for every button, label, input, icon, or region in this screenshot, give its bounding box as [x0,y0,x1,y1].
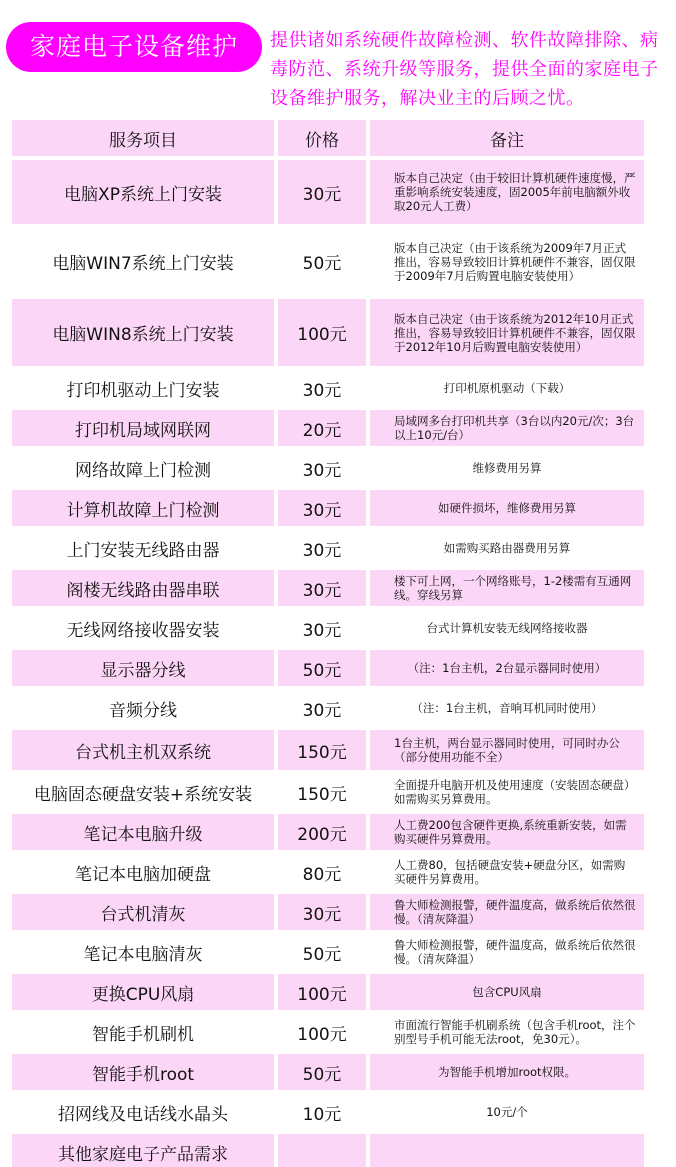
service-note: 楼下可上网，一个网络账号，1-2楼需有互通网线。穿线另算 [370,570,644,606]
table-row [12,974,644,1010]
service-item: 招网线及电话线水晶头 [12,1094,274,1130]
service-item: 计算机故障上门检测 [12,490,274,526]
service-note [370,1134,644,1167]
service-item: 笔记本电脑升级 [12,814,274,850]
table-row [12,610,644,646]
service-item: 台式机主机双系统 [12,730,274,770]
header-price: 价格 [278,120,366,156]
service-item: 无线网络接收器安装 [12,610,274,646]
service-item: 打印机驱动上门安装 [12,370,274,406]
service-price: 150元 [278,730,366,770]
service-item: 打印机局域网联网 [12,410,274,446]
service-price: 150元 [278,774,366,810]
service-note: 版本自己决定（由于该系统为2012年10月正式推出，容易导致较旧计算机硬件不兼容，固仅限于2012年10月后购置电脑安装使用） [370,299,644,366]
table-row [12,774,644,810]
service-note: 人工费80，包括硬盘安装+硬盘分区，如需购买硬件另算费用。 [370,854,644,890]
table-row [12,228,644,295]
service-price: 50元 [278,1054,366,1090]
service-price: 200元 [278,814,366,850]
service-item: 笔记本电脑加硬盘 [12,854,274,890]
service-note: 1台主机，两台显示器同时使用，可同时办公（部分使用功能不全） [370,730,644,770]
table-row [12,814,644,850]
service-item: 其他家庭电子产品需求 [12,1134,274,1167]
service-note: 为智能手机增加root权限。 [370,1054,644,1090]
service-note: 包含CPU风扇 [370,974,644,1010]
service-price: 30元 [278,370,366,406]
service-item: 电脑XP系统上门安装 [12,160,274,224]
service-note: 版本自己决定（由于该系统为2009年7月正式推出，容易导致较旧计算机硬件不兼容，固仅限于2009年7月后购置电脑安装使用） [370,228,644,295]
table-row [12,1134,644,1167]
service-item: 台式机清灰 [12,894,274,930]
service-price: 100元 [278,299,366,366]
service-price: 80元 [278,854,366,890]
service-note: 维修费用另算 [370,450,644,486]
service-note: 鲁大师检测报警，硬件温度高，做系统后依然很慢。（清灰降温） [370,934,644,970]
table-row [12,854,644,890]
service-item: 电脑WIN7系统上门安装 [12,228,274,295]
service-item: 电脑WIN8系统上门安装 [12,299,274,366]
service-item: 电脑固态硬盘安装+系统安装 [12,774,274,810]
service-note: 如硬件损坏，维修费用另算 [370,490,644,526]
service-price-table [12,120,644,1167]
table-row [12,370,644,406]
service-note: 打印机原机驱动（下载） [370,370,644,406]
service-note: 鲁大师检测报警，硬件温度高，做系统后依然很慢。（清灰降温） [370,894,644,930]
table-row [12,530,644,566]
service-price: 50元 [278,934,366,970]
service-price: 10元 [278,1094,366,1130]
service-price: 30元 [278,894,366,930]
table-row [12,490,644,526]
table-row [12,1054,644,1090]
service-item: 音频分线 [12,690,274,726]
table-row [12,690,644,726]
service-note: 10元/个 [370,1094,644,1130]
service-price: 30元 [278,690,366,726]
service-item: 上门安装无线路由器 [12,530,274,566]
table-header-row [12,120,644,156]
service-price: 30元 [278,530,366,566]
service-price: 50元 [278,650,366,686]
table-row [12,160,644,224]
table-row [12,1014,644,1050]
service-note: 台式计算机安装无线网络接收器 [370,610,644,646]
service-price: 20元 [278,410,366,446]
service-item: 阁楼无线路由器串联 [12,570,274,606]
service-price: 30元 [278,160,366,224]
service-item: 智能手机刷机 [12,1014,274,1050]
service-item: 显示器分线 [12,650,274,686]
table-row [12,410,644,446]
service-note: 局域网多台打印机共享（3台以内20元/次；3台以上10元/台） [370,410,644,446]
table-row [12,650,644,686]
service-note: 如需购买路由器费用另算 [370,530,644,566]
intro-text: 提供诸如系统硬件故障检测、软件故障排除、病毒防范、系统升级等服务，提供全面的家庭电子设备维护服务，解决业主的后顾之忧。 [270,30,659,109]
table-row [12,894,644,930]
service-price [278,1134,366,1167]
service-note: 版本自己决定（由于较旧计算机硬件速度慢，严重影响系统安装速度，固2005年前电脑额外收取20元人工费） [370,160,644,224]
service-note: （注：1台主机，2台显示器同时使用） [370,650,644,686]
service-item: 智能手机root [12,1054,274,1090]
service-item: 更换CPU风扇 [12,974,274,1010]
header-note: 备注 [370,120,644,156]
table-row [12,299,644,366]
service-note: 人工费200包含硬件更换,系统重新安装，如需购买硬件另算费用。 [370,814,644,850]
table-row [12,450,644,486]
service-price: 30元 [278,450,366,486]
section-title-badge: 家庭电子设备维护 [6,22,262,72]
service-price: 30元 [278,570,366,606]
table-row [12,1094,644,1130]
header-item: 服务项目 [12,120,274,156]
service-price: 100元 [278,974,366,1010]
service-price: 50元 [278,228,366,295]
service-note: 全面提升电脑开机及使用速度（安装固态硬盘）如需购买另算费用。 [370,774,644,810]
service-item: 笔记本电脑清灰 [12,934,274,970]
service-price: 100元 [278,1014,366,1050]
service-price: 30元 [278,490,366,526]
service-note: （注：1台主机，音响耳机同时使用） [370,690,644,726]
table-row [12,570,644,606]
service-note: 市面流行智能手机刷系统（包含手机root，注个别型号手机可能无法root，免30元）。 [370,1014,644,1050]
table-row [12,934,644,970]
service-item: 网络故障上门检测 [12,450,274,486]
service-price: 30元 [278,610,366,646]
table-row [12,730,644,770]
